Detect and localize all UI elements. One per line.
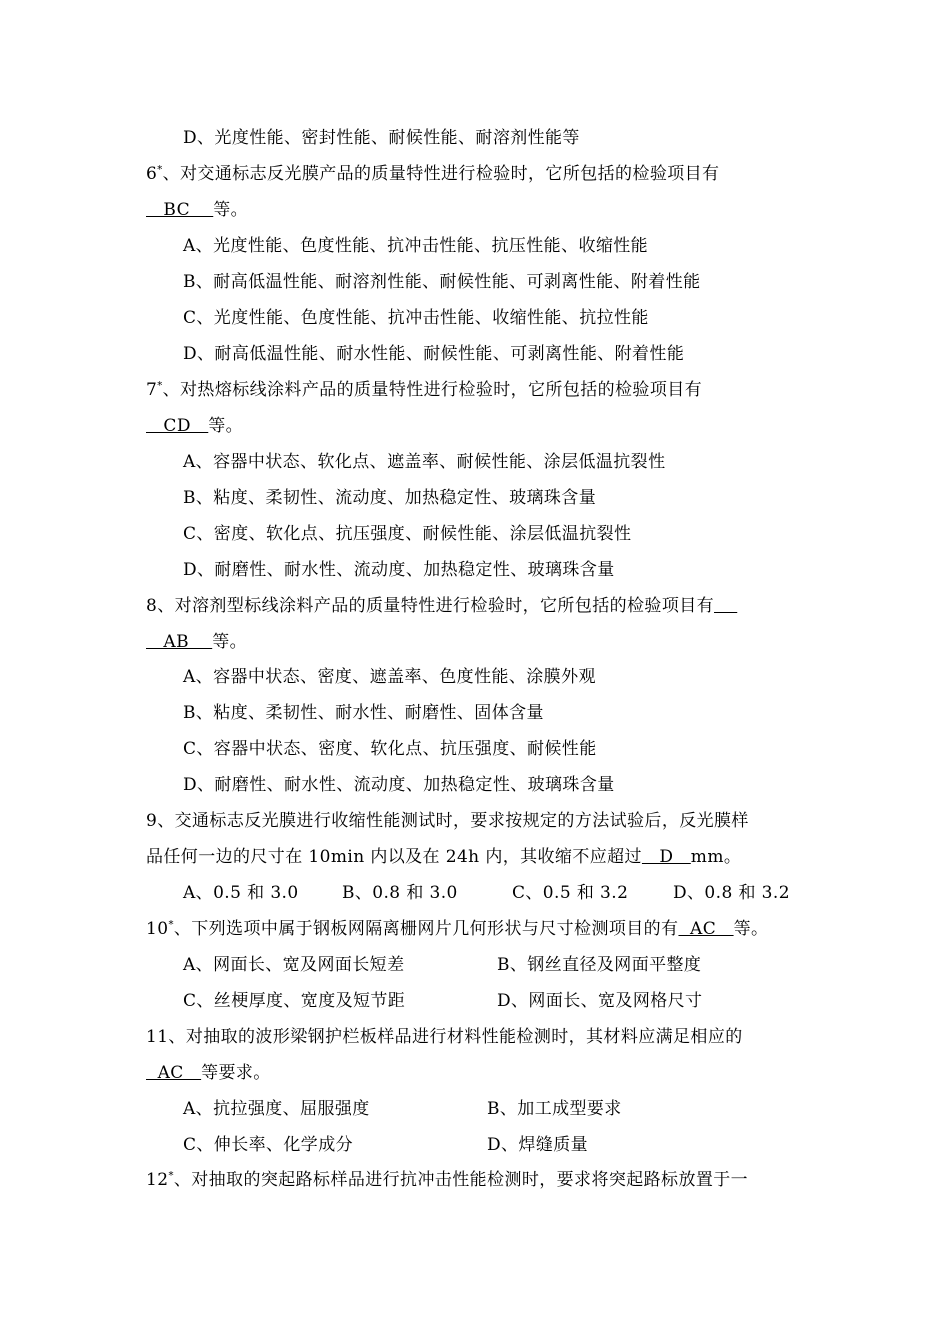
q8-option-c: C、容器中状态、密度、软化点、抗压强度、耐候性能 [183,739,597,759]
q7-asterisk: * [157,380,163,392]
question-6-answer-line [146,200,248,220]
q10-option-c: C、丝梗厚度、宽度及短节距 [183,991,406,1011]
q6-number: 6 [146,164,158,184]
q10-tail: 等。 [733,919,769,939]
question-9-line-2 [146,847,741,867]
question-7-answer-line [146,416,243,436]
q6-option-b: B、耐高低温性能、耐溶剂性能、耐候性能、可剥离性能、附着性能 [183,272,701,292]
q6-text: 、对交通标志反光膜产品的质量特性进行检验时，它所包括的检验项目有 [162,164,720,184]
q8-option-a: A、容器中状态、密度、遮盖率、色度性能、涂膜外观 [183,667,596,687]
q6-option-d: D、耐高低温性能、耐水性能、耐候性能、可剥离性能、附着性能 [183,344,685,364]
question-10 [146,919,768,939]
q6-answer: BC [146,200,214,220]
q11-option-b: B、加工成型要求 [487,1099,622,1119]
q7-option-c: C、密度、软化点、抗压强度、耐候性能、涂层低温抗裂性 [183,524,632,544]
q10-asterisk: * [168,919,174,931]
q7-text: 、对热熔标线涂料产品的质量特性进行检验时，它所包括的检验项目有 [162,380,703,400]
q6-asterisk: * [157,164,163,176]
q10-number: 10 [146,919,169,939]
q11-answer: AC [146,1063,202,1083]
q11-tail: 等要求。 [201,1063,271,1083]
q9-option-b: B、0.8 和 3.0 [342,883,458,903]
q8-text: 8、对溶剂型标线涂料产品的质量特性进行检验时，它所包括的检验项目有 [146,596,715,616]
q9-option-a: A、0.5 和 3.0 [183,883,299,903]
question-7 [146,380,702,400]
q7-tail: 等。 [208,416,244,436]
question-11-answer-line [146,1063,271,1083]
q10-answer: AC [678,919,734,939]
q10-text: 、下列选项中属于钢板网隔离栅网片几何形状与尺寸检测项目的有 [173,919,679,939]
question-8-answer-line [146,632,247,652]
q6-option-a: A、光度性能、色度性能、抗冲击性能、抗压性能、收缩性能 [183,236,649,256]
q12-asterisk: * [168,1170,174,1182]
q12-text: 、对抽取的突起路标样品进行抗冲击性能检测时，要求将突起路标放置于一 [173,1170,749,1190]
q6-tail: 等。 [213,200,249,220]
q10-option-b: B、钢丝直径及网面平整度 [497,955,702,975]
question-8 [146,596,737,616]
q7-option-d: D、耐磨性、耐水性、流动度、加热稳定性、玻璃珠含量 [183,560,615,580]
q11-option-d: D、焊缝质量 [487,1135,589,1155]
q10-option-d: D、网面长、宽及网格尺寸 [497,991,703,1011]
q9-option-c: C、0.5 和 3.2 [512,883,629,903]
q8-option-b: B、粘度、柔韧性、耐水性、耐磨性、固体含量 [183,703,544,723]
q11-option-a: A、抗拉强度、屈服强度 [183,1099,370,1119]
q7-answer: CD [146,416,209,436]
q8-tail: 等。 [212,632,248,652]
q10-option-a: A、网面长、宽及网面长短差 [183,955,405,975]
q8-answer: AB [146,632,213,652]
q8-option-d: D、耐磨性、耐水性、流动度、加热稳定性、玻璃珠含量 [183,775,615,795]
q6-option-c: C、光度性能、色度性能、抗冲击性能、收缩性能、抗拉性能 [183,308,649,328]
q8-blank [714,596,737,616]
q5-option-d: D、光度性能、密封性能、耐候性能、耐溶剂性能等 [183,128,580,148]
q9-answer: D [641,847,691,867]
q9-text-2: 品任何一边的尺寸在 10min 内以及在 24h 内，其收缩不应超过 [146,847,642,867]
q9-option-d: D、0.8 和 3.2 [673,883,790,903]
q9-tail: mm。 [690,847,742,867]
q7-option-b: B、粘度、柔韧性、流动度、加热稳定性、玻璃珠含量 [183,488,597,508]
q7-number: 7 [146,380,158,400]
q12-number: 12 [146,1170,169,1190]
q11-option-c: C、伸长率、化学成分 [183,1135,354,1155]
q7-option-a: A、容器中状态、软化点、遮盖率、耐候性能、涂层低温抗裂性 [183,452,666,472]
question-6 [146,164,719,184]
question-9: 9、交通标志反光膜进行收缩性能测试时，要求按规定的方法试验后，反光膜样 [146,811,749,831]
question-12 [146,1170,748,1190]
question-11: 11、对抽取的波形梁钢护栏板样品进行材料性能检测时，其材料应满足相应的 [146,1027,743,1047]
